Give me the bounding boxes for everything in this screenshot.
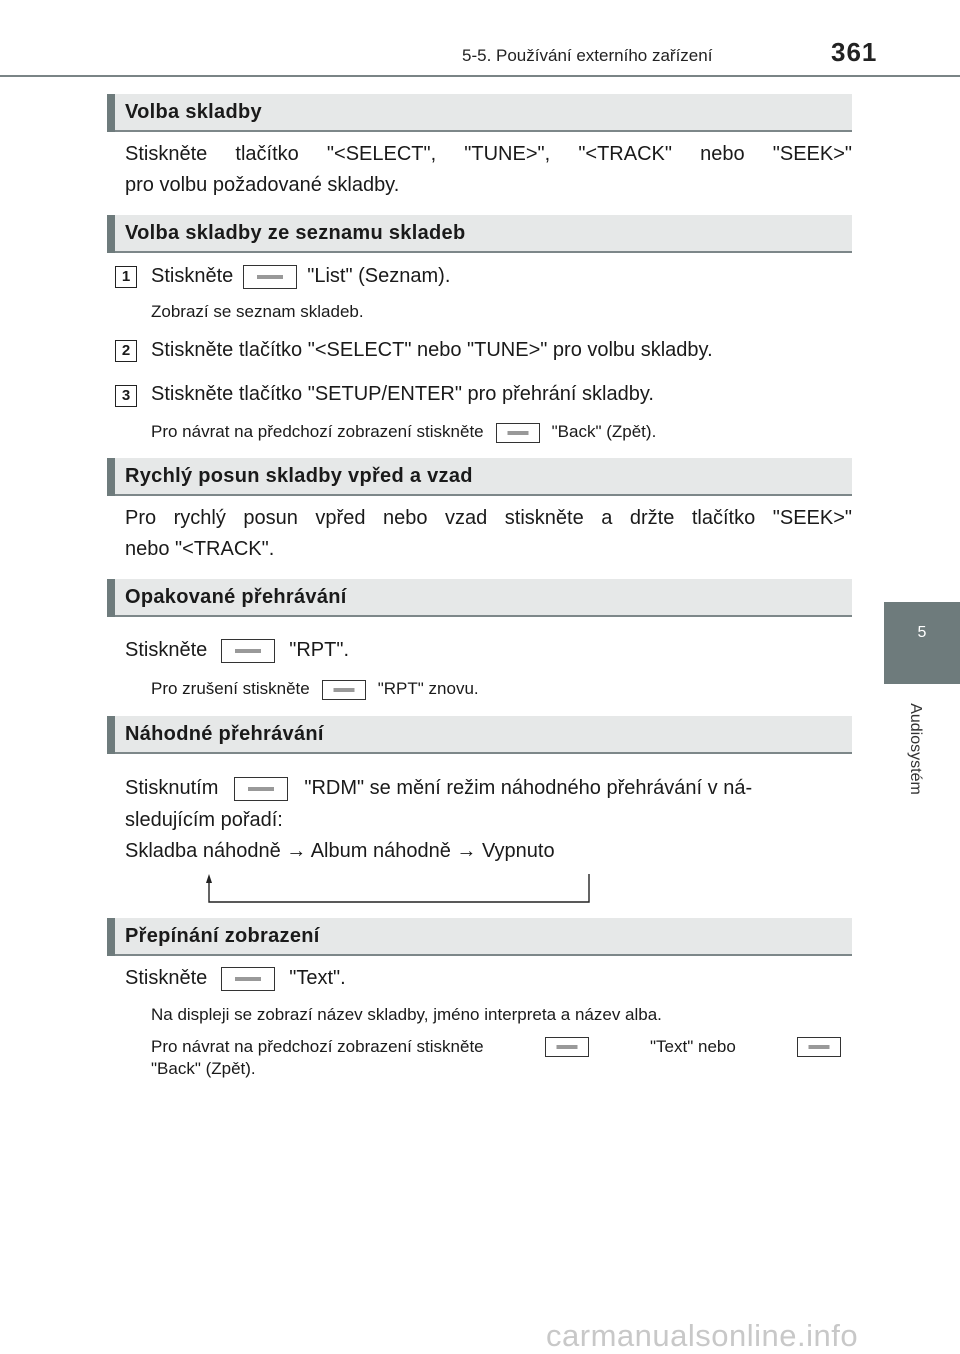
paragraph-note: "Back" (Zpět). xyxy=(151,1059,256,1078)
rpt-button-icon xyxy=(322,680,366,700)
section-heading-track-select xyxy=(107,94,852,132)
seq-item: Album náhodně xyxy=(310,840,451,862)
section-title: Rychlý posun skladby vpřed a vzad xyxy=(125,465,473,487)
paragraph-line xyxy=(125,963,346,994)
section-heading-repeat xyxy=(107,579,852,617)
step-note xyxy=(151,421,656,443)
section-title: Přepínání zobrazení xyxy=(125,925,320,947)
note-after: "Back" (Zpět). xyxy=(551,422,657,441)
rdm-button-icon xyxy=(234,777,288,801)
section-title: Volba skladby ze seznamu skladeb xyxy=(125,222,466,244)
paragraph-line: sledujícím pořadí: xyxy=(125,809,283,831)
seq-item: Vypnuto xyxy=(481,840,555,862)
section-heading-random xyxy=(107,716,852,754)
paragraph-note: Na displeji se zobrazí název skladby, jméno interpreta a název alba. xyxy=(151,1005,662,1024)
section-heading-fast-forward xyxy=(107,458,852,496)
page-number: 361 xyxy=(831,37,878,67)
random-sequence xyxy=(125,836,555,867)
chapter-tab xyxy=(884,602,960,684)
step-number: 2 xyxy=(115,340,137,362)
arrow-right-icon: → xyxy=(286,840,307,862)
paragraph-line: pro volbu požadované skladby. xyxy=(125,174,400,196)
section-title: Volba skladby xyxy=(125,101,262,123)
text-after: "RDM" se mění režim náhodného přehrávání v ná- xyxy=(304,777,753,799)
note-before: Pro zrušení stiskněte xyxy=(151,679,310,698)
seq-item: Skladba náhodně xyxy=(125,840,281,862)
text-before: Stiskněte xyxy=(125,967,208,989)
paragraph-note xyxy=(151,1036,841,1058)
section-title: Opakované přehrávání xyxy=(125,586,347,608)
paragraph-line xyxy=(125,773,852,804)
note-before: Pro návrat na předchozí zobrazení stiskněte xyxy=(151,422,484,441)
step-note: Zobrazí se seznam skladeb. xyxy=(151,302,364,321)
paragraph-note xyxy=(151,678,479,700)
running-header: 5-5. Používání externího zařízení xyxy=(462,46,713,65)
step-text: Stiskněte tlačítko "SETUP/ENTER" pro přehrání skladby. xyxy=(151,383,654,405)
back-button-icon xyxy=(496,423,540,443)
arrow-right-icon: → xyxy=(456,840,477,862)
chapter-label-box xyxy=(903,692,927,812)
chapter-label: Audiosystém xyxy=(907,703,924,795)
step-text: Stiskněte tlačítko "<SELECT" nebo "TUNE>" pro volbu skladby. xyxy=(151,339,713,361)
paragraph-line: nebo "<TRACK". xyxy=(125,538,275,560)
step-number: 3 xyxy=(115,385,137,407)
step-text xyxy=(151,261,450,292)
paragraph-line: Pro rychlý posun vpřed nebo vzad stiskněte a držte tlačítko "SEEK>" xyxy=(125,507,852,529)
header-rule xyxy=(0,75,960,77)
cycle-return-arrow-icon xyxy=(205,874,590,904)
text-before: Stisknutím xyxy=(125,777,219,799)
chapter-number: 5 xyxy=(917,624,927,641)
step-number: 1 xyxy=(115,266,137,288)
text-before: Stiskněte xyxy=(125,639,208,661)
paragraph-line xyxy=(125,635,349,666)
text-button-icon xyxy=(221,967,275,991)
watermark: carmanualsonline.info xyxy=(546,1318,859,1353)
note-before: Pro návrat na předchozí zobrazení stiskněte xyxy=(151,1037,484,1056)
back-button-icon xyxy=(797,1037,841,1057)
section-heading-track-list xyxy=(107,215,852,253)
note-mid: "Text" nebo xyxy=(650,1037,736,1056)
step-text-after: "List" (Seznam). xyxy=(307,265,451,287)
section-title: Náhodné přehrávání xyxy=(125,723,324,745)
text-after: "RPT". xyxy=(289,639,350,661)
step-text-before: Stiskněte xyxy=(151,265,234,287)
text-after: "Text". xyxy=(289,967,346,989)
rpt-button-icon xyxy=(221,639,275,663)
paragraph-line: Stiskněte tlačítko "<SELECT", "TUNE>", "<TRACK" nebo "SEEK>" xyxy=(125,143,852,165)
note-after: "RPT" znovu. xyxy=(377,679,479,698)
section-heading-display xyxy=(107,918,852,956)
list-button-icon xyxy=(243,265,297,289)
text-button-icon xyxy=(545,1037,589,1057)
